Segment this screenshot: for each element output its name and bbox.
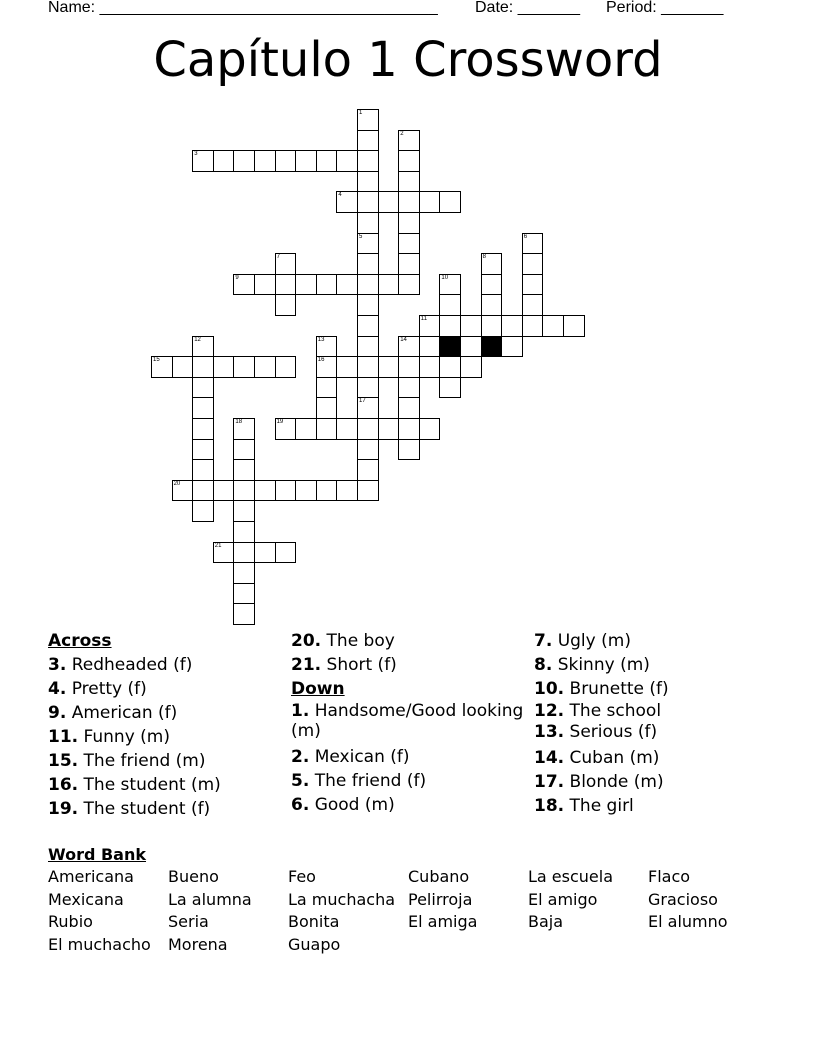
word-bank-item: Guapo	[288, 935, 341, 954]
clue-down-7: 7. Ugly (m)	[534, 631, 631, 651]
crossword-cell[interactable]	[398, 191, 420, 213]
clue-number: 19	[276, 419, 284, 425]
crossword-cell[interactable]	[522, 233, 544, 255]
crossword-cell[interactable]	[398, 150, 420, 172]
crossword-cell[interactable]	[233, 562, 255, 584]
crossword-cell[interactable]	[357, 253, 379, 275]
crossword-cell[interactable]	[295, 274, 317, 296]
crossword-cell[interactable]	[316, 274, 338, 296]
crossword-cell[interactable]	[481, 294, 503, 316]
crossword-cell[interactable]	[439, 356, 461, 378]
clue-across-16: 16. The student (m)	[48, 775, 221, 795]
crossword-cell[interactable]	[254, 480, 276, 502]
clue-number: 10	[441, 274, 449, 281]
clues-column-3	[534, 629, 769, 818]
crossword-cell[interactable]	[439, 315, 461, 337]
crossword-cell[interactable]	[336, 356, 358, 378]
crossword-cell[interactable]	[316, 336, 338, 358]
clue-number: 21	[214, 542, 222, 549]
crossword-cell[interactable]	[481, 274, 503, 296]
word-bank-item: Feo	[288, 867, 316, 886]
crossword-cell[interactable]	[398, 274, 420, 296]
crossword-cell[interactable]	[460, 356, 482, 378]
crossword-cell[interactable]	[316, 418, 338, 440]
date-field-label[interactable]: Date: _______	[475, 0, 580, 16]
clue-across-4: 4. Pretty (f)	[48, 679, 147, 699]
crossword-cell[interactable]	[254, 356, 276, 378]
crossword-cell[interactable]	[316, 397, 338, 419]
clue-across-3: 3. Redheaded (f)	[48, 655, 193, 675]
crossword-cell[interactable]	[233, 542, 255, 564]
clue-down-2: 2. Mexican (f)	[291, 747, 410, 767]
clue-across-19: 19. The student (f)	[48, 799, 211, 819]
crossword-cell[interactable]	[275, 253, 297, 275]
crossword-cell[interactable]	[460, 336, 482, 358]
word-bank-item: El muchacho	[48, 935, 151, 954]
clue-number: 6	[523, 233, 528, 240]
crossword-cell[interactable]	[398, 356, 420, 378]
crossword-cell[interactable]	[213, 356, 235, 378]
clue-down-18: 18. The girl	[534, 796, 634, 816]
crossword-cell[interactable]	[233, 603, 255, 625]
clue-down-12: 12. The school	[534, 701, 662, 721]
word-bank-item: La escuela	[528, 867, 614, 886]
crossword-cell[interactable]	[172, 356, 194, 378]
crossword-cell[interactable]	[316, 356, 338, 378]
crossword-cell[interactable]	[213, 480, 235, 502]
crossword-cell[interactable]	[151, 356, 173, 378]
crossword-cell[interactable]	[378, 274, 400, 296]
word-bank-item: Pelirroja	[408, 890, 473, 909]
down-heading: Down	[291, 679, 345, 699]
crossword-cell[interactable]	[542, 315, 564, 337]
clue-down-1: 1. Handsome/Good looking (m)	[291, 701, 524, 741]
crossword-cell[interactable]	[192, 500, 214, 522]
crossword-cell[interactable]	[357, 336, 379, 358]
crossword-cell[interactable]	[357, 109, 379, 131]
crossword-cell[interactable]	[481, 315, 503, 337]
clue-number: 5	[359, 233, 363, 240]
crossword-cell[interactable]	[275, 356, 297, 378]
clue-number: 17	[359, 398, 366, 405]
crossword-cell[interactable]	[398, 418, 420, 440]
clue-number: 8	[482, 254, 486, 261]
clue-number: 18	[235, 419, 243, 425]
crossword-cell[interactable]	[275, 274, 297, 296]
crossword-cell[interactable]	[316, 480, 338, 502]
clue-down-13: 13. Serious (f)	[534, 722, 658, 742]
crossword-cell[interactable]	[233, 274, 255, 296]
crossword-cell[interactable]	[295, 150, 317, 172]
crossword-cell[interactable]	[357, 356, 379, 378]
crossword-cell[interactable]	[398, 212, 420, 234]
clues-column-2	[291, 629, 526, 817]
page-title: Capítulo 1 Crossword	[153, 32, 663, 88]
clue-across-20: 20. The boy	[291, 631, 395, 651]
clue-number: 20	[173, 480, 181, 487]
crossword-cell[interactable]	[501, 336, 523, 358]
crossword-cell[interactable]	[233, 500, 255, 522]
crossword-cell[interactable]	[522, 253, 544, 275]
clue-across-21: 21. Short (f)	[291, 655, 397, 675]
clue-down-10: 10. Brunette (f)	[534, 679, 669, 699]
crossword-cell[interactable]	[357, 315, 379, 337]
crossword-cell[interactable]	[316, 150, 338, 172]
crossword-cell[interactable]	[563, 315, 585, 337]
crossword-cell[interactable]	[398, 253, 420, 275]
clue-across-15: 15. The friend (m)	[48, 751, 206, 771]
clues-column-1	[48, 629, 283, 821]
clue-number: 1	[359, 110, 363, 116]
clue-down-14: 14. Cuban (m)	[534, 748, 660, 768]
crossword-cell[interactable]	[439, 191, 461, 213]
crossword-cell[interactable]	[275, 480, 297, 502]
crossword-cell[interactable]	[481, 253, 503, 275]
crossword-cell[interactable]	[192, 480, 214, 502]
crossword-cell[interactable]	[275, 150, 297, 172]
clue-number: 12	[194, 336, 201, 343]
crossword-cell[interactable]	[192, 336, 214, 358]
crossword-cell[interactable]	[336, 418, 358, 440]
clue-number: 13	[317, 336, 325, 343]
crossword-cell[interactable]	[336, 480, 358, 502]
crossword-cell[interactable]	[398, 130, 420, 152]
crossword-cell[interactable]	[254, 150, 276, 172]
crossword-cell[interactable]	[378, 191, 400, 213]
crossword-cell[interactable]	[357, 212, 379, 234]
clue-number: 2	[400, 130, 404, 137]
word-bank-item: Flaco	[648, 867, 691, 886]
crossword-cell[interactable]	[398, 336, 420, 358]
crossword-cell[interactable]	[295, 418, 317, 440]
crossword-cell[interactable]	[378, 418, 400, 440]
crossword-cell[interactable]	[192, 459, 214, 481]
crossword-cell[interactable]	[357, 233, 379, 255]
clue-across-9: 9. American (f)	[48, 703, 178, 723]
crossword-cell[interactable]	[336, 150, 358, 172]
clue-down-6: 6. Good (m)	[291, 795, 395, 815]
crossword-cell[interactable]	[357, 397, 379, 419]
clue-down-17: 17. Blonde (m)	[534, 772, 664, 792]
clue-number: 3	[194, 151, 198, 158]
crossword-cell[interactable]	[357, 480, 379, 502]
clue-number: 9	[235, 274, 239, 281]
crossword-cell[interactable]	[192, 150, 214, 172]
clue-down-8: 8. Skinny (m)	[534, 655, 650, 675]
word-bank-item: Bonita	[288, 912, 340, 931]
clue-number: 16	[317, 357, 325, 364]
crossword-cell[interactable]	[336, 274, 358, 296]
word-bank-heading: Word Bank	[48, 845, 147, 864]
crossword-cell[interactable]	[357, 130, 379, 152]
crossword-cell[interactable]	[439, 294, 461, 316]
crossword-cell[interactable]	[357, 274, 379, 296]
word-bank-item: Morena	[168, 935, 228, 954]
word-bank-item: El amigo	[528, 890, 598, 909]
crossword-cell[interactable]	[233, 459, 255, 481]
word-bank-item: Gracioso	[648, 890, 718, 909]
crossword-cell[interactable]	[357, 294, 379, 316]
crossword-cell[interactable]	[398, 439, 420, 461]
crossword-cell[interactable]	[419, 191, 441, 213]
crossword-block-cell	[481, 336, 503, 358]
crossword-cell[interactable]	[233, 150, 255, 172]
across-heading: Across	[48, 631, 112, 651]
crossword-cell[interactable]	[522, 294, 544, 316]
word-bank-item: Americana	[48, 867, 134, 886]
crossword-cell[interactable]	[357, 191, 379, 213]
word-bank-item: Baja	[528, 912, 564, 931]
crossword-cell[interactable]	[295, 480, 317, 502]
crossword-cell[interactable]	[192, 397, 214, 419]
crossword-cell[interactable]	[357, 439, 379, 461]
clue-across-11: 11. Funny (m)	[48, 727, 170, 747]
crossword-cell[interactable]	[419, 315, 441, 337]
word-bank-item: La alumna	[168, 890, 252, 909]
crossword-cell[interactable]	[357, 171, 379, 193]
clue-number: 4	[338, 192, 342, 199]
crossword-cell[interactable]	[439, 377, 461, 399]
crossword-cell[interactable]	[233, 521, 255, 543]
crossword-cell[interactable]	[233, 480, 255, 502]
crossword-cell[interactable]	[275, 418, 297, 440]
word-bank-item: El amiga	[408, 912, 478, 931]
crossword-cell[interactable]	[357, 150, 379, 172]
crossword-cell[interactable]	[316, 377, 338, 399]
crossword-cell[interactable]	[501, 315, 523, 337]
crossword-cell[interactable]	[192, 418, 214, 440]
crossword-cell[interactable]	[398, 233, 420, 255]
crossword-cell[interactable]	[398, 397, 420, 419]
crossword-cell[interactable]	[275, 294, 297, 316]
crossword-block-cell	[439, 336, 461, 358]
clue-number: 15	[153, 357, 160, 364]
crossword-cell[interactable]	[419, 356, 441, 378]
crossword-cell[interactable]	[522, 315, 544, 337]
crossword-cell[interactable]	[357, 418, 379, 440]
word-bank-item: Cubano	[408, 867, 470, 886]
name-field-label[interactable]: Name: ______________________________________	[48, 0, 438, 16]
crossword-cell[interactable]	[254, 542, 276, 564]
crossword-cell[interactable]	[378, 356, 400, 378]
word-bank-item: Bueno	[168, 867, 219, 886]
crossword-cell[interactable]	[233, 356, 255, 378]
crossword-cell[interactable]	[275, 542, 297, 564]
crossword-cell[interactable]	[233, 583, 255, 605]
crossword-cell[interactable]	[357, 459, 379, 481]
crossword-cell[interactable]	[336, 191, 358, 213]
word-bank-item: Rubio	[48, 912, 93, 931]
crossword-cell[interactable]	[522, 274, 544, 296]
crossword-cell[interactable]	[439, 274, 461, 296]
crossword-cell[interactable]	[192, 356, 214, 378]
word-bank-item: Mexicana	[48, 890, 124, 909]
crossword-cell[interactable]	[357, 377, 379, 399]
period-field-label[interactable]: Period: _______	[606, 0, 724, 16]
word-bank-item: La muchacha	[288, 890, 396, 909]
crossword-cell[interactable]	[460, 315, 482, 337]
crossword-cell[interactable]	[398, 171, 420, 193]
crossword-cell[interactable]	[233, 418, 255, 440]
crossword-cell[interactable]	[192, 439, 214, 461]
crossword-cell[interactable]	[172, 480, 194, 502]
crossword-cell[interactable]	[192, 377, 214, 399]
crossword-cell[interactable]	[419, 336, 441, 358]
crossword-cell[interactable]	[254, 274, 276, 296]
clue-number: 11	[420, 316, 428, 322]
crossword-cell[interactable]	[233, 439, 255, 461]
clue-number: 14	[400, 336, 407, 343]
word-bank-item: El alumno	[648, 912, 728, 931]
crossword-cell[interactable]	[398, 377, 420, 399]
clue-down-5: 5. The friend (f)	[291, 771, 427, 791]
crossword-cell[interactable]	[419, 418, 441, 440]
crossword-cell[interactable]	[213, 150, 235, 172]
word-bank-item: Seria	[168, 912, 209, 931]
clue-number: 7	[276, 254, 280, 261]
crossword-cell[interactable]	[213, 542, 235, 564]
